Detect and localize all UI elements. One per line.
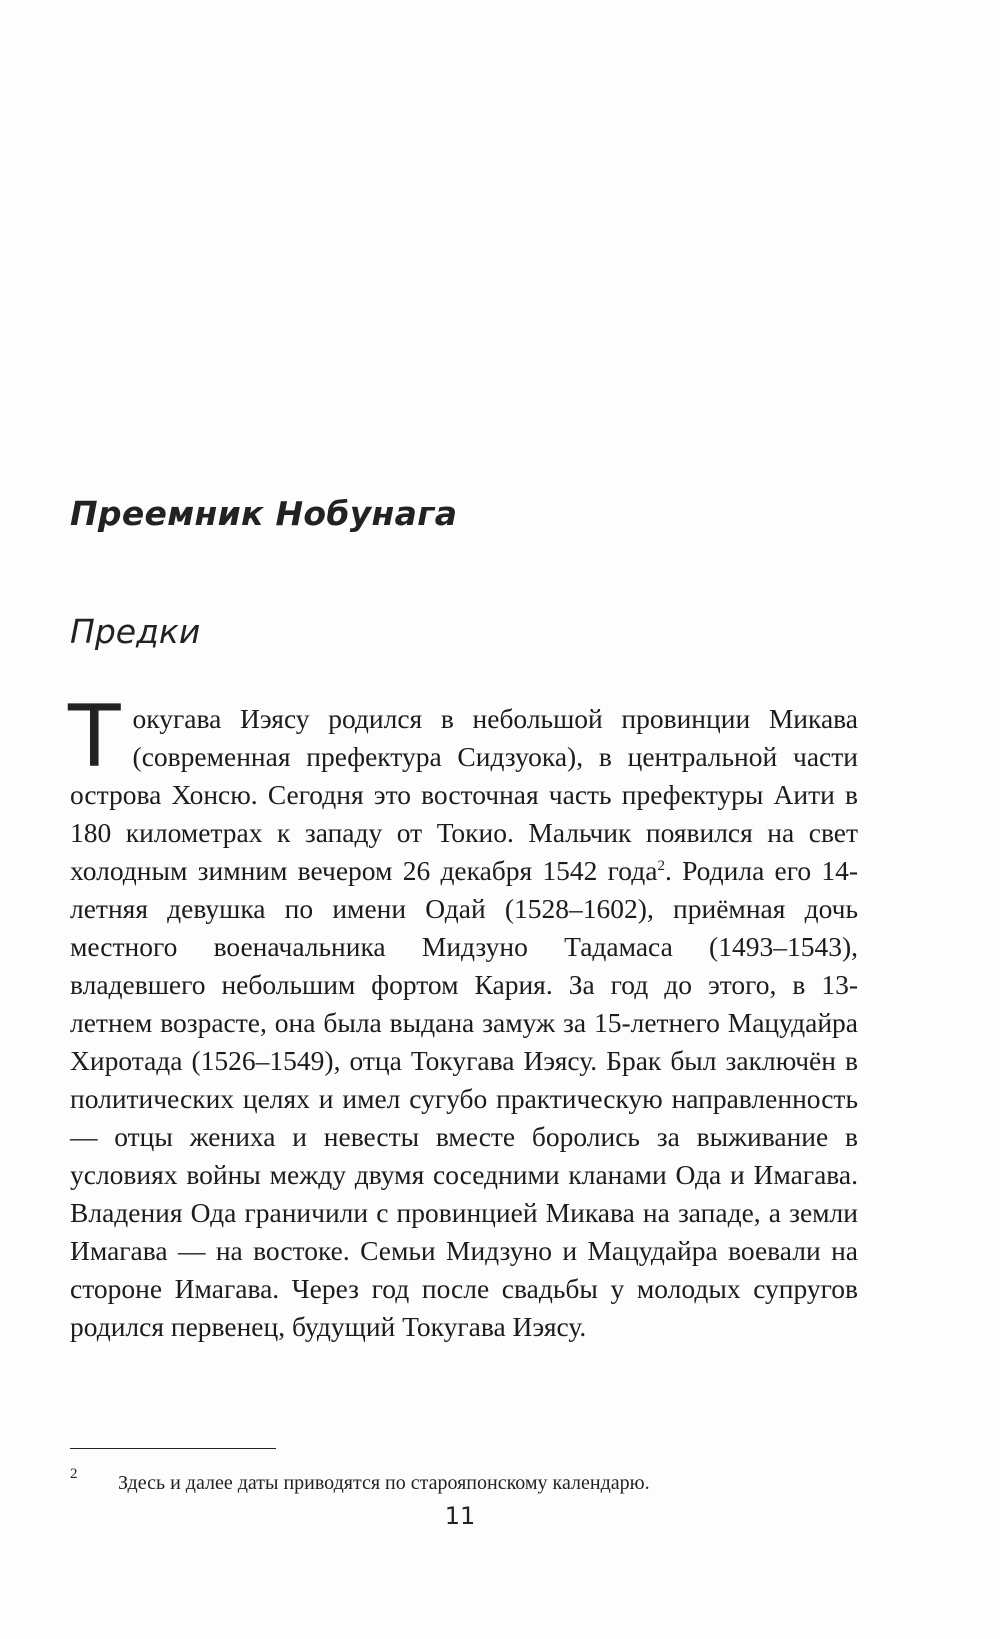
footnote-number: 2: [70, 1466, 78, 1482]
section-title: Предки: [70, 612, 201, 651]
footnote-divider: [70, 1448, 276, 1449]
footnote-text: Здесь и далее даты приводятся по старояпонскому календарю.: [118, 1472, 650, 1494]
page-number: 11: [444, 1502, 476, 1530]
body-text-part-1: окугава Иэясу родился в небольшой провинции Микава (современная префектура Сидзуока), в центральной части острова Хонсю. Сегодня это восточная часть префектуры Аити в 180 километрах к западу от Токио. Мальчик появился на свет холодным зимним вечером 26 декабря 1542 года: [70, 703, 858, 886]
footnote-reference[interactable]: 2: [657, 858, 665, 874]
drop-cap: Т: [68, 687, 121, 787]
body-paragraph: [68, 687, 858, 1346]
body-text-part-2: . Родила его 14-летняя девушка по имени Одай (1528–1602), приёмная дочь местного военачальника Мидзуно Тадамаса (1493–1543), владевшего небольшим фортом Кария. За год до этого, в 13-летнем возрасте, она была выдана замуж за 15-летнего Мацудайра Хиротада (1526–1549), отца Токугава Иэясу. Брак был заключён в политических целях и имел сугубо практическую направленность — отцы жениха и невесты вместе боролись за выживание в условиях войны между двумя соседними кланами Ода и Имагава. Владения Ода граничили с провинцией Микава на западе, а земли Имагава — на востоке. Семьи Мидзуно и Мацудайра воевали на стороне Имагава. Через год после свадьбы у молодых супругов родился первенец, будущий Токугава Иэясу.: [70, 855, 858, 1342]
chapter-title: Преемник Нобунага: [70, 494, 458, 533]
